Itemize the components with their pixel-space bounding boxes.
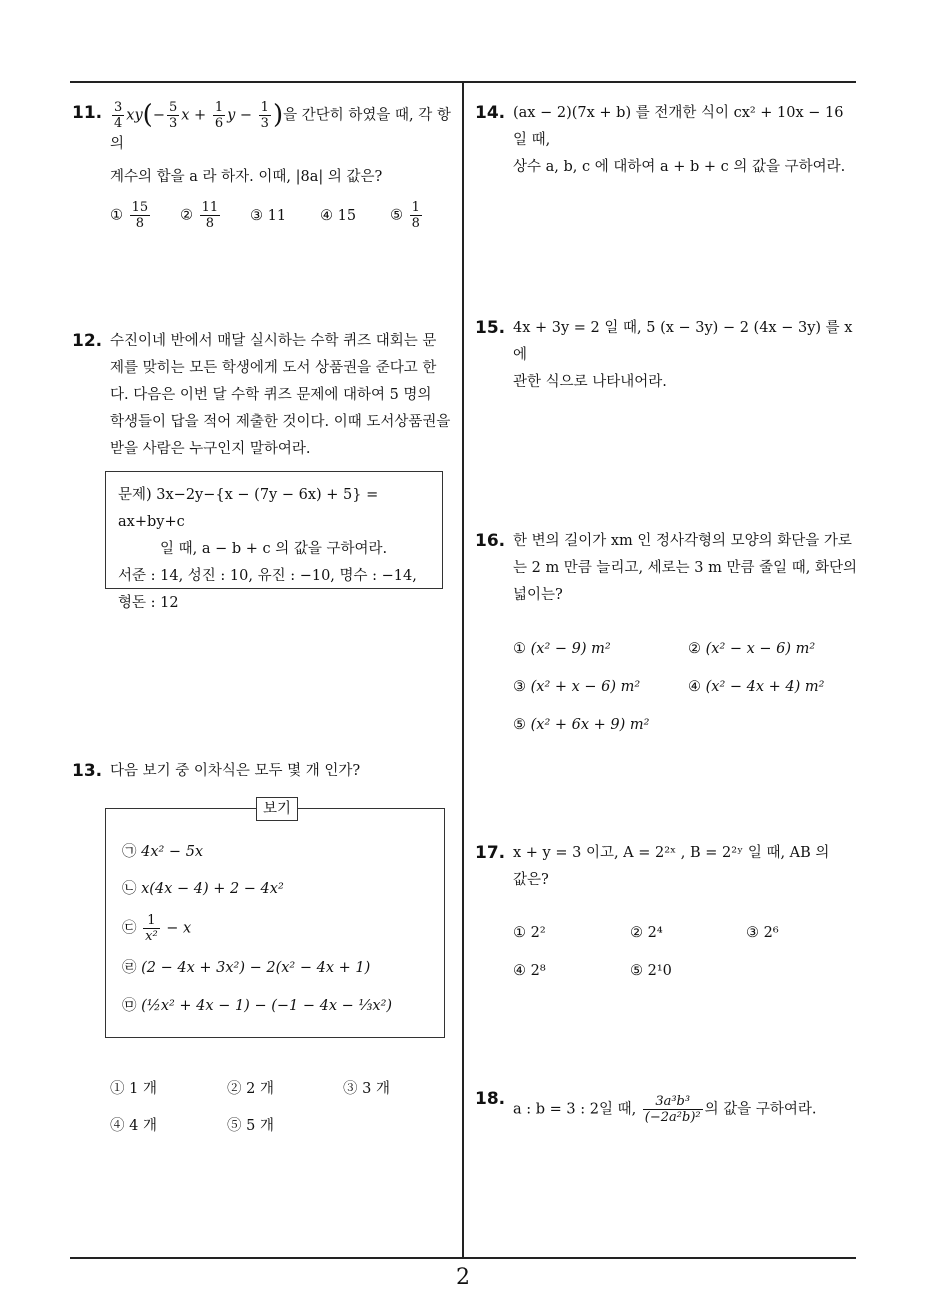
choice-1[interactable]: ① (x² − 9) m²: [513, 641, 611, 657]
footer-rule: [70, 1257, 856, 1259]
question-18: [475, 1086, 860, 1125]
bogi-label: 보기: [256, 797, 298, 821]
question-number: 15.: [475, 318, 506, 338]
bogi-item: ㉡ x(4x − 4) + 2 − 4x²: [122, 881, 284, 897]
question-line: 계수의 합을 a 라 하자. 이때, |8a| 의 값은?: [110, 169, 383, 185]
question-13: [72, 758, 457, 785]
choice-3[interactable]: ③ 11: [250, 208, 287, 224]
column-divider: [462, 83, 464, 1257]
page-number: 2: [456, 1265, 470, 1290]
bogi-item: ㉤ (½x² + 4x − 1) − (−1 − 4x − ⅓x²): [122, 998, 393, 1014]
choice-1[interactable]: ① 1 개: [110, 1081, 157, 1097]
bogi-item: ㉣ (2 − 4x + 3x²) − 2(x² − 4x + 1): [122, 960, 371, 976]
bogi-item: ㉠ 4x² − 5x: [122, 844, 204, 860]
question-text: 다음 보기 중 이차식은 모두 몇 개 인가?: [110, 763, 361, 779]
question-14: [475, 100, 860, 181]
box-line: 형돈 : 12: [118, 595, 179, 611]
question-line: 상수 a, b, c 에 대하여 a + b + c 의 값을 구하여라.: [513, 159, 846, 175]
question-line: (ax − 2)(7x + b) 를 전개한 식이 cx² + 10x − 16 일 때,: [513, 105, 844, 148]
choice-4[interactable]: ④ 2⁸: [513, 963, 546, 979]
bogi-box: [105, 808, 445, 1038]
question-line: x + y = 3 이고, A = 2²ˣ , B = 2²ʸ 일 때, AB 의: [513, 845, 830, 861]
choice-3[interactable]: ③ 3 개: [343, 1081, 390, 1097]
question-line: 4x + 3y = 2 일 때, 5 (x − 3y) − 2 (4x − 3y) 를 x 에: [513, 320, 853, 363]
question-12: [72, 328, 457, 463]
question-line: 한 변의 길이가 xm 인 정사각형의 모양의 화단을 가로: [513, 533, 852, 549]
question-number: 14.: [475, 103, 506, 123]
question-number: 16.: [475, 531, 506, 551]
choice-5[interactable]: ⑤ 5 개: [227, 1118, 274, 1134]
question-line: 수진이네 반에서 매달 실시하는 수학 퀴즈 대회는 문: [110, 333, 437, 349]
question-line: 다. 다음은 이번 달 수학 퀴즈 문제에 대하여 5 명의: [110, 387, 432, 403]
choice-5[interactable]: ⑤ 2¹0: [630, 963, 672, 979]
question-16: [475, 528, 860, 609]
coef-fraction: $\frac{3}{4}$: [114, 100, 123, 131]
question-line: 받을 사람은 누구인지 말하여라.: [110, 441, 311, 457]
question-line: 값은?: [513, 872, 549, 888]
choice-2[interactable]: ② 2⁴: [630, 925, 663, 941]
question-line: 학생들이 답을 적어 제출한 것이다. 이때 도서상품권을: [110, 414, 451, 430]
question-number: 17.: [475, 843, 506, 863]
question-15: [475, 315, 860, 396]
choice-4[interactable]: ④ 15: [320, 208, 357, 224]
choice-4[interactable]: ④ 4 개: [110, 1118, 157, 1134]
question-line: 넓이는?: [513, 587, 563, 603]
question-text: $\frac{3}{4}$ xy(− $\frac{5}{3}$ x + $\frac{1}{6}$ y − $\frac{1}{3}$ )을 간단히 하였을 때, 각 항의 계수의 합을 a 라 하자. 이때, |8a| 의 값은?: [110, 100, 457, 191]
question-number: 12.: [72, 331, 103, 351]
problem-box: [105, 471, 443, 611]
question-17: [475, 840, 860, 894]
choice-3[interactable]: ③ (x² + x − 6) m²: [513, 679, 641, 695]
question-text: a : b = 3 : 2일 때, $\frac{\text{3a³b³}}{\text{(−2a²b)²}}$ 의 값을 구하여라.: [513, 1094, 817, 1125]
choice-2[interactable]: ② 2 개: [227, 1081, 274, 1097]
choice-5[interactable]: ⑤ (x² + 6x + 9) m²: [513, 717, 650, 733]
box-line: 서준 : 14, 성진 : 10, 유진 : −10, 명수 : −14,: [118, 568, 417, 584]
box-line: 문제) 3x−2y−{x − (7y − 6x) + 5} = ax+by+c: [118, 487, 379, 530]
choice-2[interactable]: ② $\frac{11}{8}$: [180, 200, 219, 231]
question-line: 는 2 m 만큼 늘리고, 세로는 3 m 만큼 줄일 때, 화단의: [513, 560, 857, 576]
question-number: 11.: [72, 103, 103, 123]
choice-2[interactable]: ② (x² − x − 6) m²: [688, 641, 816, 657]
choice-1[interactable]: ① 2²: [513, 925, 546, 941]
choice-5[interactable]: ⑤ $\frac{1}{8}$: [390, 200, 420, 231]
choice-4[interactable]: ④ (x² − 4x + 4) m²: [688, 679, 825, 695]
expression-fraction: $\frac{\text{3a³b³}}{\text{(−2a²b)²}}$: [644, 1094, 701, 1125]
question-line: 제를 맞히는 모든 학생에게 도서 상품권을 준다고 한: [110, 360, 437, 376]
choice-1[interactable]: ① $\frac{15}{8}$: [110, 200, 149, 231]
choice-3[interactable]: ③ 2⁶: [746, 925, 779, 941]
bogi-item: ㉢ $\frac{1}{\text{x²}}$ − x: [122, 913, 192, 944]
question-line: 관한 식으로 나타내어라.: [513, 374, 667, 390]
question-number: 13.: [72, 761, 103, 781]
question-11: [72, 100, 457, 191]
box-line: 일 때, a − b + c 의 값을 구하여라.: [160, 541, 388, 557]
question-number: 18.: [475, 1089, 506, 1109]
